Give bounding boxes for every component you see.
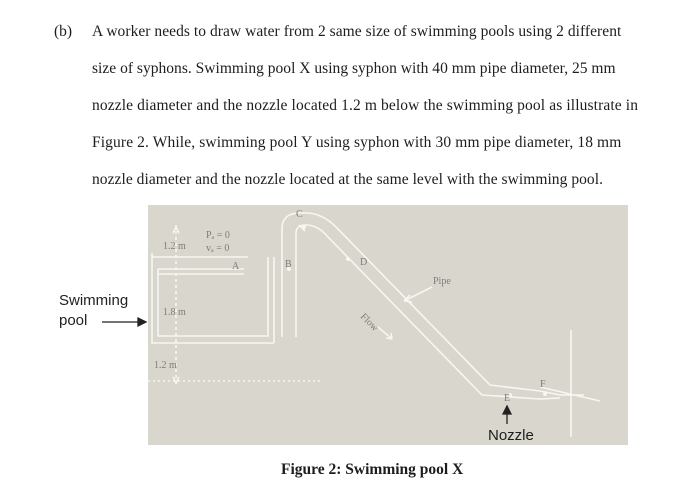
syphon-pipe-outer — [282, 213, 306, 337]
label-dim-top: 1.2 m — [163, 241, 186, 252]
pipe-descending-upper — [306, 213, 490, 385]
label-point-e: E — [504, 393, 511, 404]
figure-2 — [0, 205, 700, 460]
syphon-pipe-inner — [296, 225, 306, 337]
figure-caption: Figure 2: Swimming pool X — [281, 461, 464, 478]
pool-label-line-2: pool — [59, 312, 88, 329]
label-point-b: B — [285, 259, 292, 270]
label-point-f: F — [540, 379, 546, 390]
syphon-diagram — [0, 205, 700, 460]
nozzle-arrow-head — [503, 406, 511, 414]
point-c-marker — [302, 225, 306, 229]
label-flow: Flow — [357, 311, 381, 334]
label-dim-depth: 1.8 m — [163, 307, 186, 318]
pool-arrow-head — [138, 318, 146, 326]
label-point-c: C — [296, 209, 303, 220]
question-paragraph — [92, 21, 682, 206]
point-d-marker — [346, 257, 350, 261]
label-dim-bottom: 1.2 m — [154, 360, 177, 371]
question-line-5: nozzle diameter and the nozzle located at the same level with the swimming pool. — [92, 171, 604, 188]
label-point-a: A — [232, 261, 240, 272]
pool-label-line-1: Swimming — [59, 292, 129, 309]
pipe-arrow-line — [404, 287, 432, 301]
label-pa: Pₐ = 0 — [206, 230, 230, 241]
pool-outline — [152, 253, 274, 343]
label-pipe: Pipe — [433, 276, 451, 287]
question-line-3: nozzle diameter and the nozzle located 1.2 m below the swimming pool as illustrate in — [92, 97, 639, 114]
question-part-label: (b) — [54, 23, 73, 40]
question-line-4: Figure 2. While, swimming pool Y using syphon with 30 mm pipe diameter, 18 mm — [92, 134, 622, 151]
question-line-1: A worker needs to draw water from 2 same size of swimming pools using 2 different — [92, 23, 622, 40]
label-va: vₐ = 0 — [206, 243, 230, 254]
nozzle-section-bottom — [482, 395, 560, 399]
nozzle-label: Nozzle — [488, 427, 534, 444]
point-f-marker — [543, 392, 547, 396]
question-line-2: size of syphons. Swimming pool X using syphon with 40 mm pipe diameter, 25 mm — [92, 60, 616, 77]
label-point-d: D — [360, 257, 368, 268]
pipe-descending-lower — [306, 225, 482, 395]
